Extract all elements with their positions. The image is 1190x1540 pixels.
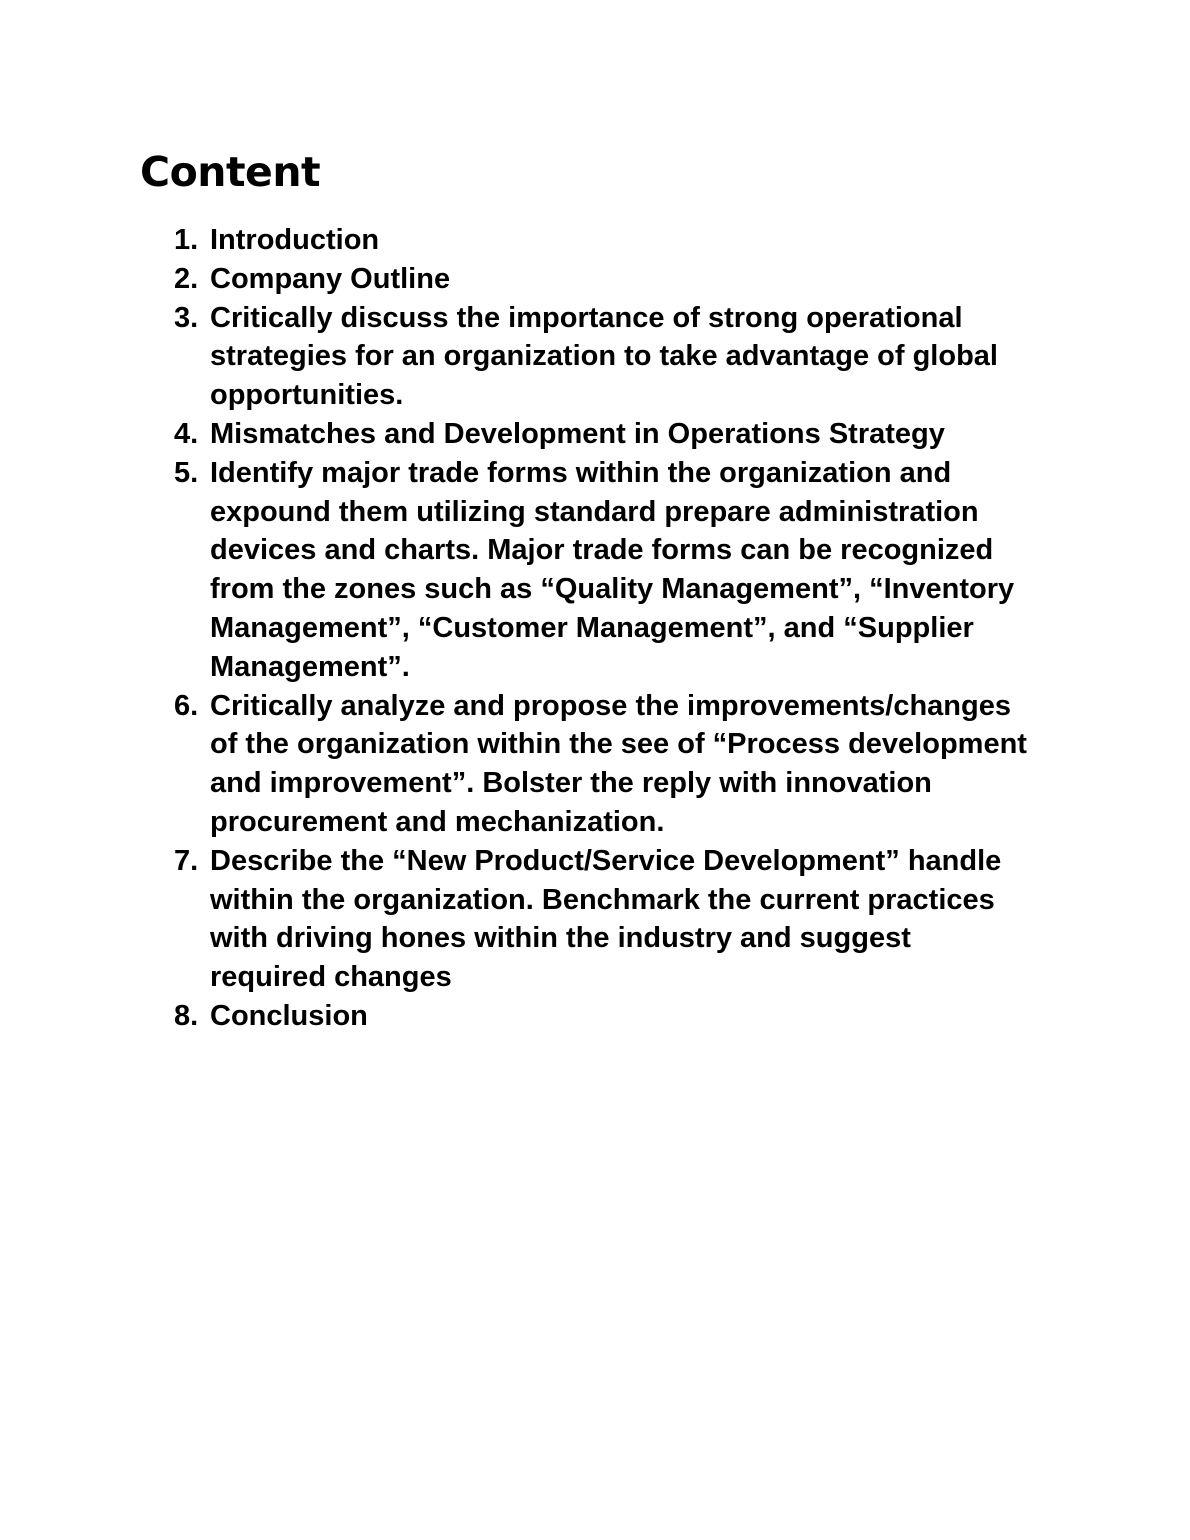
toc-item-text: Critically analyze and propose the improvements/changes of the organization within the see of “Process development and improvement”. Bolster the reply with innovation procurement and mechanization. [210, 689, 1027, 838]
toc-item-company-outline [174, 260, 1034, 299]
toc-item-text: Company Outline [210, 262, 451, 295]
toc-item-conclusion [174, 997, 1034, 1036]
toc-item-number: 7. [174, 844, 199, 877]
toc-item-text: Introduction [210, 224, 380, 256]
toc-item-text: Mismatches and Development in Operations Strategy [210, 417, 945, 450]
toc-item-new-product-development [174, 842, 1034, 997]
page-title: Content [140, 148, 321, 196]
toc-item-trade-forms [174, 454, 1034, 687]
toc-item-process-improvement [174, 687, 1034, 842]
toc-item-text: Describe the “New Product/Service Development” handle within the organization. Benchmark the current practices with driving hones within the industry and suggest required changes [210, 844, 1002, 994]
table-of-contents [174, 221, 1034, 1036]
toc-item-number: 2. [174, 262, 199, 295]
toc-item-text: Critically discuss the importance of strong operational strategies for an organization to take advantage of global opportunities. [210, 301, 998, 412]
toc-item-number: 4. [174, 417, 199, 450]
toc-item-number: 5. [174, 456, 199, 489]
toc-item-number: 6. [174, 689, 199, 722]
toc-item-mismatches [174, 415, 1034, 454]
toc-item-operational-strategies [174, 299, 1034, 415]
toc-item-text: Identify major trade forms within the organization and expound them utilizing standard prepare administration devices and charts. Major trade forms can be recognized from the zones such as “Quality Management”, “Inventory Management”, “Customer Management”, and “Supplier Management”. [210, 456, 1015, 683]
toc-item-number: 8. [174, 999, 199, 1032]
toc-item-number: 1. [174, 224, 199, 256]
toc-item-introduction [174, 221, 1034, 260]
toc-item-text: Conclusion [210, 999, 368, 1032]
toc-item-number: 3. [174, 301, 199, 334]
